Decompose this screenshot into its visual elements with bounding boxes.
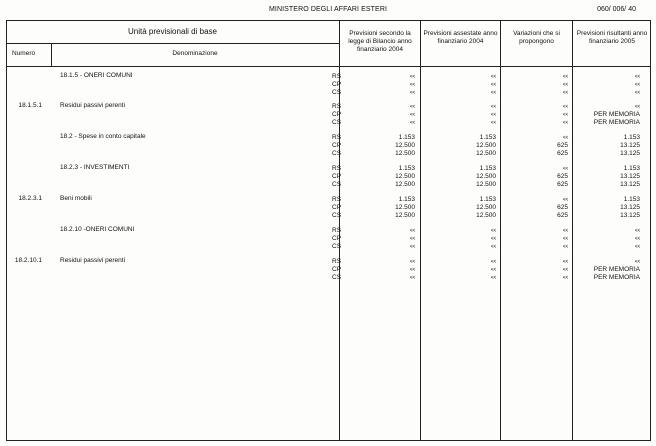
value-variazioni: << [562,74,568,80]
header-divider-left [6,43,339,44]
value-assestate-2004: 12.500 [476,172,496,180]
value-variazioni: << [562,197,568,203]
table-row [0,227,656,235]
value-prev-2004: 12.500 [395,149,415,157]
value-prev-2004: 12.500 [395,172,415,180]
value-variazioni: 625 [557,211,568,219]
value-risultanti-2005: << [634,81,640,88]
value-assestate-2004: 12.500 [476,203,496,211]
value-assestate-2004: << [490,111,496,118]
column-header-risultanti-2005: Previsioni risultanti anno finanziario 2005 [576,30,648,45]
item-denominazione: Beni mobili [60,195,92,202]
value-prev-2004: << [409,259,415,265]
item-number: 18.2.10.1 [14,257,42,264]
value-risultanti-2005: << [634,89,640,96]
table-row [0,111,656,119]
value-assestate-2004: << [490,259,496,265]
value-assestate-2004: 12.500 [476,149,496,157]
value-risultanti-2005: PER MEMORIA [593,110,640,118]
value-risultanti-2005: 13.125 [620,172,640,180]
line-type: CP [332,265,342,273]
value-assestate-2004: 1.153 [479,196,496,203]
value-risultanti-2005: 13.125 [620,211,640,219]
column-header-denominazione: Denominazione [172,50,218,57]
value-prev-2004: 1.153 [398,165,415,172]
line-type: CS [332,242,342,250]
column-header-assestate-2004: Previsioni assestate anno finanziario 2004 [423,30,498,45]
column-header-prev-2004: Previsioni secondo la legge di Bilancio anno finanziario 2004 [348,30,412,53]
value-variazioni: << [562,228,568,234]
value-assestate-2004: << [490,235,496,242]
value-assestate-2004: 1.153 [479,165,496,172]
item-denominazione: Residui passivi perenti [60,257,126,264]
line-type: CP [332,234,342,242]
value-prev-2004: 1.153 [398,196,415,203]
value-assestate-2004: << [490,243,496,250]
column-header-numero: Numero [12,50,36,57]
value-variazioni: 625 [557,141,568,149]
header-bottom-rule [6,66,651,67]
table-row [0,258,656,266]
table-row [0,103,656,111]
group-title: Unità previsionali di base [128,27,217,36]
value-prev-2004: << [409,89,415,96]
item-number: 18.1.5.1 [18,102,42,109]
value-variazioni: << [562,243,568,250]
value-variazioni: << [562,81,568,88]
value-variazioni: 625 [557,203,568,211]
value-assestate-2004: << [490,228,496,234]
line-type: CS [332,149,342,157]
table-row [0,134,656,142]
table-row [0,235,656,243]
value-prev-2004: << [409,266,415,273]
value-risultanti-2005: << [634,104,640,110]
value-risultanti-2005: PER MEMORIA [593,265,640,273]
table-row [0,181,656,189]
item-number: 18.2.3.1 [18,195,42,202]
item-denominazione: 18.2.3 - INVESTIMENTI [60,164,130,171]
value-prev-2004: << [409,274,415,281]
table-row [0,196,656,204]
column-header-variazioni: Variazioni che si propongono [513,30,560,45]
value-variazioni: << [562,259,568,265]
value-risultanti-2005: << [634,243,640,250]
value-risultanti-2005: 13.125 [620,149,640,157]
item-denominazione: Residui passivi perenti [60,102,126,109]
value-risultanti-2005: PER MEMORIA [593,118,640,126]
value-assestate-2004: << [490,81,496,88]
line-type: RS [332,103,342,110]
value-prev-2004: 12.500 [395,203,415,211]
line-type: RS [332,227,342,234]
table-row [0,173,656,181]
value-assestate-2004: 12.500 [476,211,496,219]
line-type: RS [332,73,342,80]
value-risultanti-2005: 1.153 [623,134,640,141]
table-row [0,243,656,251]
value-assestate-2004: 1.153 [479,134,496,141]
table-row [0,266,656,274]
line-type: CS [332,211,342,219]
value-variazioni: << [562,104,568,110]
value-variazioni: << [562,266,568,273]
value-variazioni: << [562,111,568,118]
value-risultanti-2005: 1.153 [623,196,640,203]
table-row [0,165,656,173]
item-denominazione: 18.2.10 -ONERI COMUNI [60,226,135,233]
value-variazioni: << [562,235,568,242]
value-assestate-2004: << [490,89,496,96]
table-row [0,119,656,127]
value-prev-2004: << [409,104,415,110]
value-assestate-2004: << [490,74,496,80]
value-prev-2004: << [409,243,415,250]
value-risultanti-2005: 1.153 [623,165,640,172]
item-denominazione: 18.2 - Spese in conto capitale [60,133,146,140]
line-type: RS [332,134,342,141]
value-variazioni: << [562,274,568,281]
line-type: CS [332,180,342,188]
value-prev-2004: << [409,111,415,118]
value-prev-2004: << [409,119,415,126]
table-row [0,212,656,220]
line-type: CP [332,203,342,211]
table-row [0,204,656,212]
value-assestate-2004: << [490,266,496,273]
value-risultanti-2005: 13.125 [620,180,640,188]
line-type: CS [332,88,342,96]
table-row [0,142,656,150]
table-row [0,73,656,81]
value-risultanti-2005: 13.125 [620,141,640,149]
line-type: CP [332,172,342,180]
line-type: RS [332,258,342,265]
table-row [0,89,656,97]
value-risultanti-2005: << [634,235,640,242]
value-assestate-2004: << [490,274,496,281]
value-risultanti-2005: << [634,74,640,80]
value-prev-2004: 12.500 [395,180,415,188]
value-variazioni: << [562,135,568,141]
line-type: CP [332,141,342,149]
line-type: CP [332,80,342,88]
value-variazioni: << [562,166,568,172]
line-type: CP [332,110,342,118]
value-prev-2004: << [409,81,415,88]
value-variazioni: << [562,89,568,96]
value-assestate-2004: 12.500 [476,141,496,149]
value-prev-2004: 1.153 [398,134,415,141]
line-type: RS [332,196,342,203]
value-prev-2004: 12.500 [395,141,415,149]
value-risultanti-2005: << [634,259,640,265]
item-denominazione: 18.1.5 - ONERI COMUNI [60,72,133,79]
value-variazioni: << [562,119,568,126]
line-type: RS [332,165,342,172]
value-assestate-2004: << [490,119,496,126]
value-risultanti-2005: << [634,228,640,234]
value-variazioni: 625 [557,149,568,157]
value-prev-2004: 12.500 [395,211,415,219]
value-assestate-2004: << [490,104,496,110]
value-variazioni: 625 [557,172,568,180]
ministry-title: MINISTERO DEGLI AFFARI ESTERI [268,6,388,13]
value-variazioni: 625 [557,180,568,188]
table-row [0,274,656,282]
value-prev-2004: << [409,74,415,80]
value-risultanti-2005: 13.125 [620,203,640,211]
value-prev-2004: << [409,228,415,234]
table-row [0,81,656,89]
value-risultanti-2005: PER MEMORIA [593,273,640,281]
page-code: 060/ 006/ 40 [597,6,636,13]
value-prev-2004: << [409,235,415,242]
line-type: CS [332,273,342,281]
table-row [0,150,656,158]
value-assestate-2004: 12.500 [476,180,496,188]
line-type: CS [332,118,342,126]
